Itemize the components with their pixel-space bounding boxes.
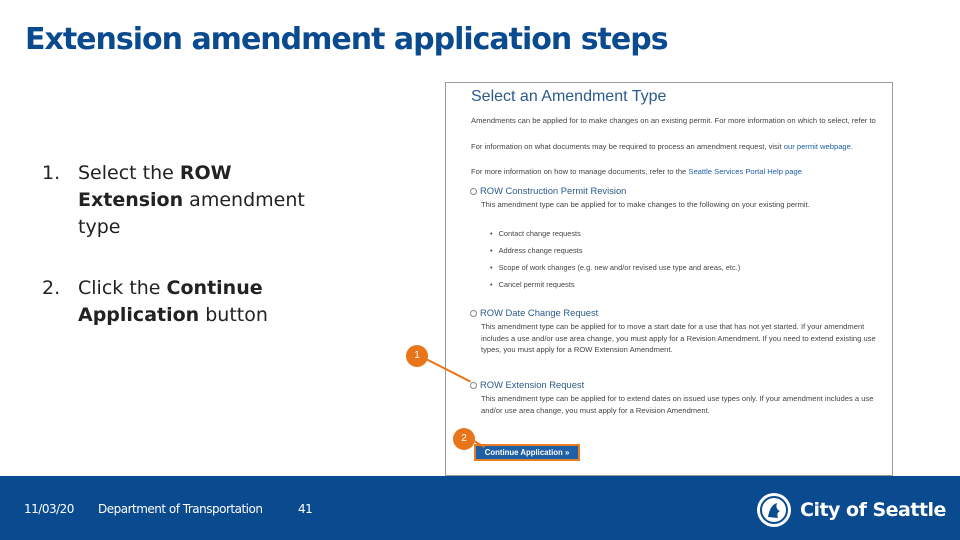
- intro-text: For more information on how to manage documents, refer to the Seattle Services Portal Help page: [471, 167, 802, 176]
- slide-title: Extension amendment application steps: [25, 22, 668, 57]
- city-logo: [757, 493, 946, 527]
- list-item: • Contact change requests: [490, 229, 581, 238]
- footer-bar: [0, 476, 960, 540]
- portal-screenshot: [445, 82, 893, 476]
- help-page-link[interactable]: Seattle Services Portal Help page: [688, 167, 802, 176]
- permit-webpage-link[interactable]: our permit webpage: [783, 142, 851, 151]
- step-text: button: [199, 304, 268, 326]
- intro-text: Amendments can be applied for to make changes on an existing permit. For more information on which to select, refer to: [471, 116, 876, 125]
- step-text: Select the: [78, 162, 180, 184]
- callout-1: 1: [406, 345, 428, 367]
- radio-button[interactable]: [470, 310, 477, 317]
- footer-date: 11/03/20: [24, 502, 74, 516]
- step-bold-text: Continue Application: [78, 277, 263, 326]
- step-number: 1.: [42, 162, 61, 184]
- list-item: • Cancel permit requests: [490, 280, 575, 289]
- instruction-steps: [42, 160, 342, 329]
- city-logo-text: City of Seattle: [800, 499, 946, 521]
- intro-text: For information on what documents may be required to process an amendment request, visit our permit webpage.: [471, 142, 854, 151]
- list-item: • Address change requests: [490, 246, 582, 255]
- callout-2: 2: [453, 428, 475, 450]
- option-date-change[interactable]: ROW Date Change Request: [470, 307, 598, 318]
- continue-application-button[interactable]: Continue Application »: [474, 444, 580, 461]
- option-description: This amendment type can be applied for to extend dates on issued use types only. If your amendment includes a use and/or use area change, you must apply for a Revision Amendment.: [481, 394, 874, 415]
- step-text: Click the: [78, 277, 167, 299]
- radio-button[interactable]: [470, 188, 477, 195]
- radio-button[interactable]: [470, 382, 477, 389]
- footer-department: Department of Transportation: [98, 502, 263, 516]
- amendment-type-heading: Select an Amendment Type: [471, 88, 667, 105]
- step-text: amendment type: [78, 189, 305, 238]
- step-1: [42, 160, 342, 241]
- option-description: This amendment type can be applied for to make changes to the following on your existing permit.: [481, 200, 810, 209]
- option-construction-revision[interactable]: ROW Construction Permit Revision: [470, 185, 626, 196]
- footer-page-number: 41: [298, 502, 313, 516]
- list-item: • Scope of work changes (e.g. new and/or revised use type and areas, etc.): [490, 263, 740, 272]
- city-seal-icon: [757, 493, 791, 527]
- step-bold-text: ROW Extension: [78, 162, 232, 211]
- step-2: [42, 275, 342, 329]
- step-number: 2.: [42, 277, 61, 299]
- option-description: This amendment type can be applied for to move a start date for a use that has not yet started. If your amendment includes a use and/or use area change, you must apply for a Revision Amendment. If you need to extend existing use types, you must apply for a ROW Extension Amendment.: [481, 322, 876, 354]
- option-extension-request[interactable]: ROW Extension Request: [470, 379, 584, 390]
